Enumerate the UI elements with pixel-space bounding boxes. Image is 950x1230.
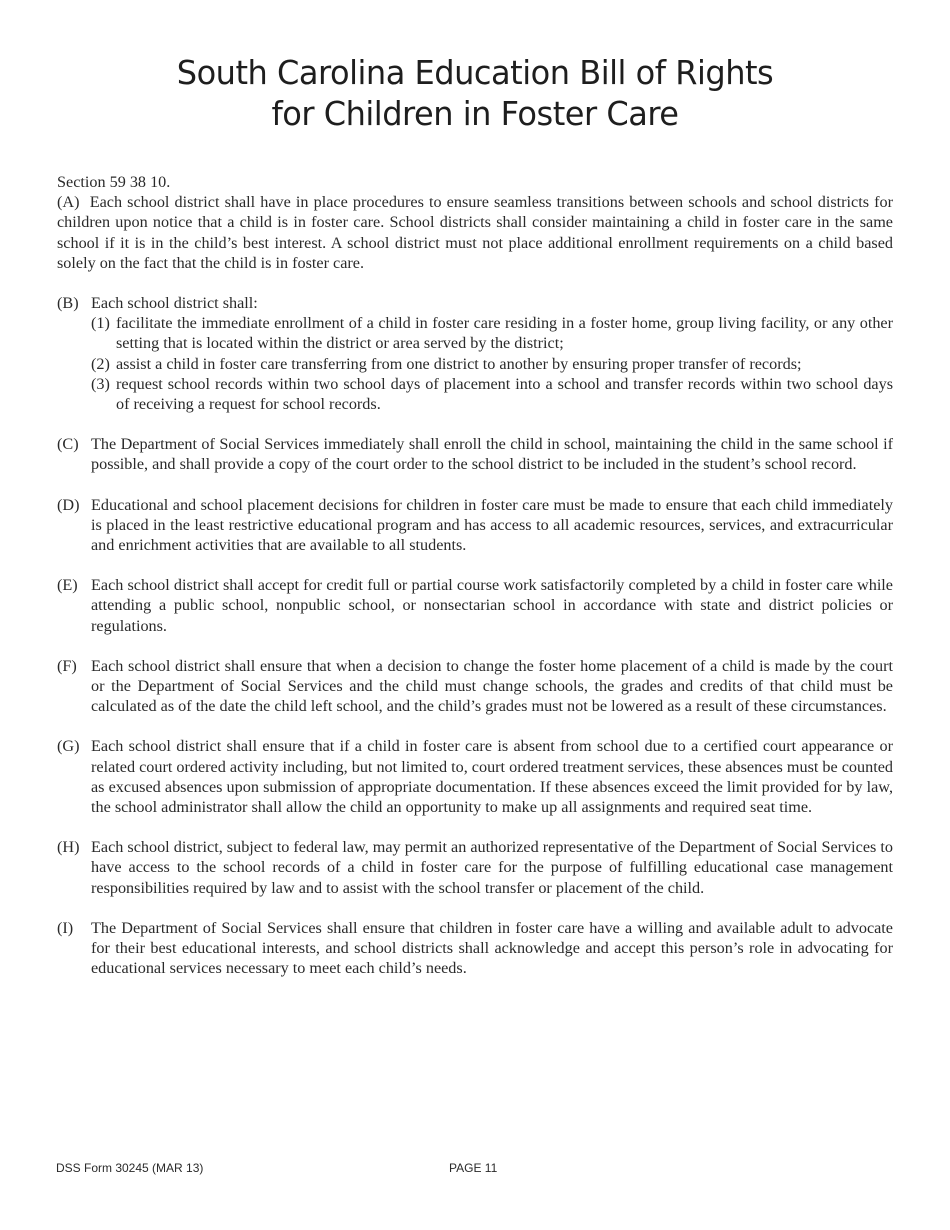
subitem — [91, 374, 893, 414]
form-number: DSS Form 30245 (MAR 13) — [56, 1161, 204, 1175]
page-title — [14, 52, 936, 134]
title-line-1: South Carolina Education Bill of Rights — [176, 53, 774, 92]
subitem — [91, 313, 893, 353]
paragraph-text: Educational and school placement decisions for children in foster care must be made to ensure that each child immediately is placed in the least restrictive educational program and has access to all academic resources, services, and extracurricular and enrichment activities that are available to all students. — [91, 495, 893, 555]
paragraph-label: (B) — [57, 294, 79, 313]
section-label: Section 59 38 10. — [57, 173, 171, 191]
paragraph-label: (D) — [57, 495, 80, 514]
paragraph-h — [57, 837, 893, 898]
paragraph-a-label: (A) — [57, 193, 80, 212]
page-number: PAGE 11 — [449, 1161, 498, 1175]
title-line-2: for Children in Foster Care — [271, 94, 679, 133]
paragraph-label: (G) — [57, 737, 80, 756]
paragraph-text: Each school district, subject to federal law, may permit an authorized representative of the Department of Social Services to have access to the school records of a child in foster care for the purpose of fulfilling educational case management responsibilities required by law and to assist with the school transfer or placement of the child. — [91, 838, 893, 897]
paragraph-a — [57, 192, 893, 273]
paragraph-text: Each school district shall ensure that if a child in foster care is absent from school due to a certified court appearance or related court ordered activity including, but not limited to, court ordered treatment services, these absences must be counted as excused absences upon submission of appropriate documentation. If these absences exceed the limit provided for by law, the school administrator shall allow the child an opportunity to make up all assignments and required seat time. — [91, 737, 893, 817]
subitem-text: assist a child in foster care transferring from one district to another by ensuring proper transfer of records; — [116, 354, 802, 373]
paragraph-label: (F) — [57, 656, 77, 675]
subitem — [91, 354, 893, 374]
paragraph-a-text: Each school district shall have in place procedures to ensure seamless transitions between schools and school districts for children upon notice that a child is in foster care. School districts shall consider maintaining a child in foster care in the same school if it is in the child’s best interest. A school district must not place additional enrollment requirements on a child based solely on the fact that the child is in foster care. — [57, 193, 893, 272]
document-body — [57, 172, 893, 999]
paragraph-g — [57, 736, 893, 817]
paragraph-text: Each school district shall ensure that when a decision to change the foster home placement of a child is made by the court or the Department of Social Services and the child must change schools, the grades and credits of that child must be calculated as of the date the child left school, and the child’s grades must not be lowered as a result of these circumstances. — [91, 656, 893, 716]
subitem-label: (2) — [91, 354, 110, 373]
paragraph-label: (C) — [57, 435, 79, 454]
paragraph-label: (H) — [57, 838, 80, 857]
subitem-text: facilitate the immediate enrollment of a child in foster care residing in a foster home, group living facility, or any other setting that is located within the district or area served by the district; — [116, 314, 893, 353]
paragraph-text: Each school district shall: — [91, 294, 258, 313]
paragraph-e — [57, 575, 893, 636]
paragraph-text: The Department of Social Services immediately shall enroll the child in school, maintaining the child in the same school if possible, and shall provide a copy of the court order to the school district to be included in the student’s school record. — [91, 435, 893, 474]
subitem-label: (3) — [91, 374, 110, 393]
paragraph-c — [57, 434, 893, 474]
paragraph-text: The Department of Social Services shall ensure that children in foster care have a willing and available adult to advocate for their best educational interests, and school districts shall acknowledge and accept this person’s role in advocating for educational services necessary to meet each child’s needs. — [91, 918, 893, 978]
subitem-label: (1) — [91, 314, 110, 333]
paragraph-i — [57, 918, 893, 979]
paragraph-label: (I) — [57, 918, 74, 937]
paragraph-f — [57, 656, 893, 717]
paragraph-b — [57, 293, 893, 414]
subitem-text: request school records within two school days of placement into a school and transfer records within two school days of receiving a request for school records. — [116, 374, 893, 414]
paragraph-text: Each school district shall accept for credit full or partial course work satisfactorily completed by a child in foster care while attending a public school, nonpublic school, or nonsectarian school in accordance with state and district policies or regulations. — [91, 576, 893, 635]
paragraph-d — [57, 495, 893, 556]
paragraph-label: (E) — [57, 576, 78, 595]
